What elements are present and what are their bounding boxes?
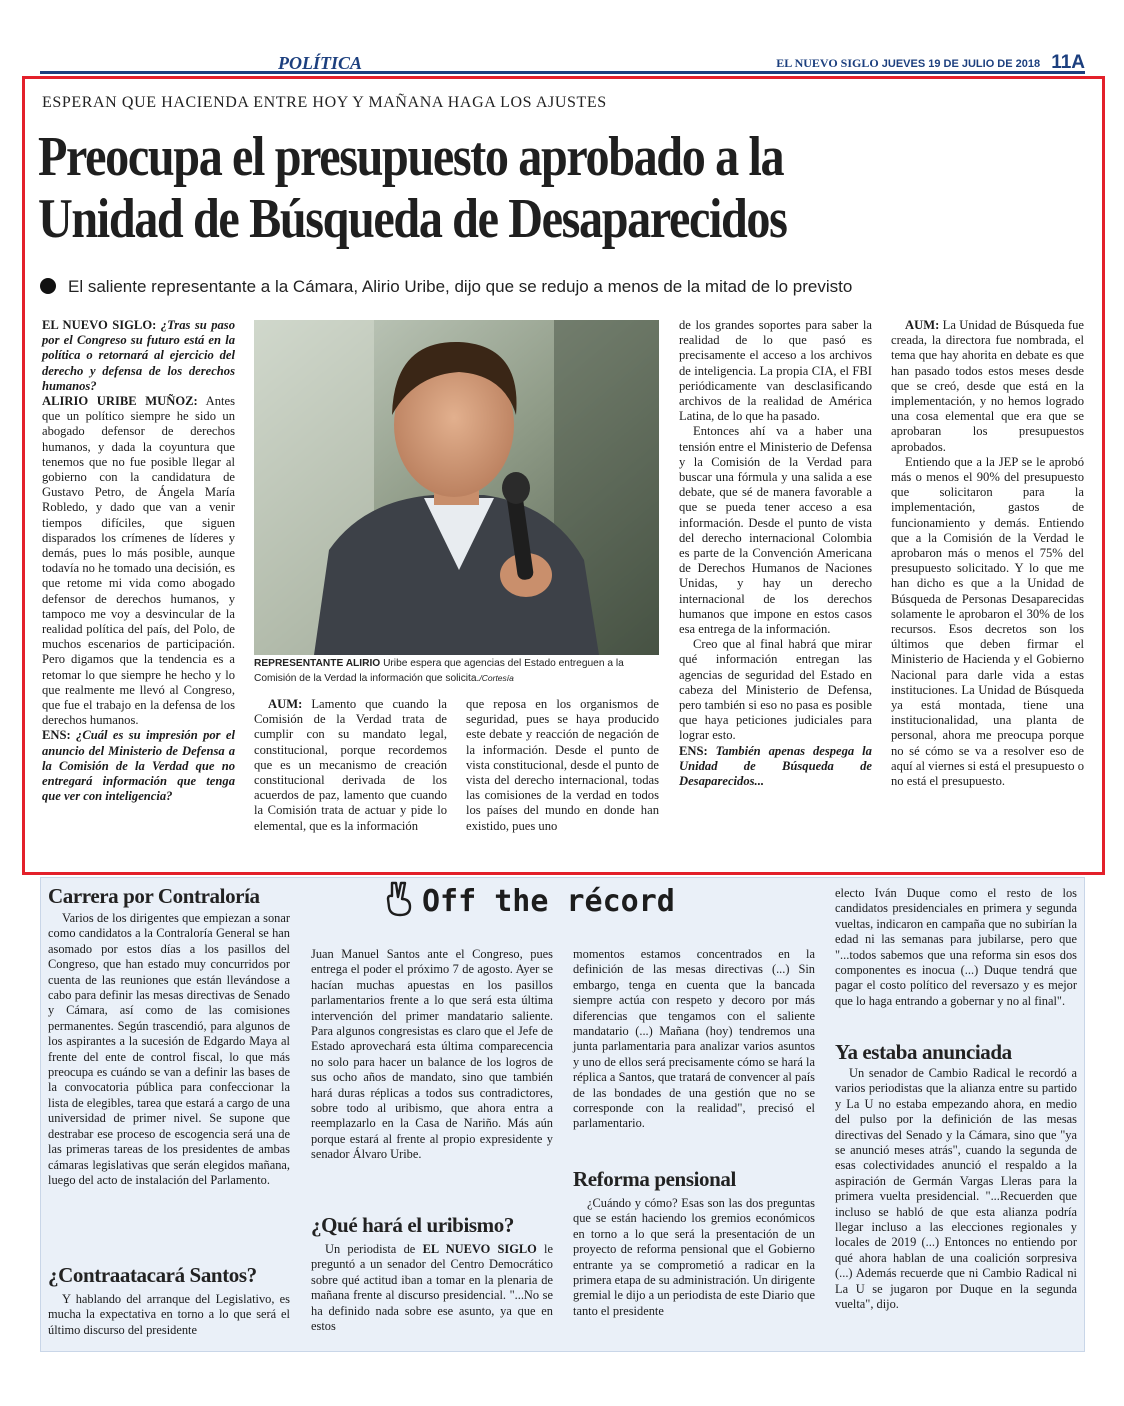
caption-text: Uribe espera que agencias del Estado entreguen a la Comisión de la Verdad la información que solicita. [254,658,624,684]
off-column-1-bottom [48,1292,290,1338]
off-column-2 [311,947,553,1163]
photo-credit: /Cortesía [479,673,514,683]
article-deck [40,277,1090,297]
question-3: ENS: También apenas despega la Unidad de Búsqueda de Desaparecidos... [679,743,872,789]
article-column-5 [891,318,1084,789]
photo-caption [254,657,659,686]
ya-estaba-text: Un senador de Cambio Radical le recordó a varios periodistas que la alianza entre su partido y La U no estaba empezando ahora, en medio del pulso por la definición de las mesas directivas del Senado y la Cámara, sino que "ya se anunció meses atrás", cuando la segunda de esas colectividades anunció el respaldo a la aspiración de Germán Vargas Lleras para la primera vuelta presidencial. "...Recuerden que incluso se habló de que esta alianza podría llegar incluso a las elecciones regionales y locales de 2019 (...) Entonces no entiendo por qué ahora hablan de una coalición sorpresiva (...) Además recuerde que ni Cambio Radical ni La U se jugaron por Duque en la segunda vuelta", dijo. [835,1066,1077,1312]
off-column-2-bottom [311,1242,553,1334]
portrait-illustration [254,320,659,655]
page-number: 11A [1051,52,1085,73]
col5-paragraph-2: Entiendo que a la JEP se le aprobó más o menos el 90% del presupuesto que solicitaron para la implementación, gastos de funcionamiento y demás. Entiendo que a la Comisión de la Verdad le aprobaron más o menos el 75% del presupuesto solicitado. Y lo que me han dicho es que a la Unidad de Búsqueda de Personas Desaparecidas solamente le aprobaron el 30% de los recursos. Esos decretos son los últimos que deben firmar el Ministerio de Hacienda y el Gobierno Nacional para darle vida a estas instituciones. La Unidad de Búsqueda ya está montada, tiene una institucionalidad, una planta de personal, ahora me preocupa porque no sé cómo se va a resolver eso de aquí al viernes si está el presupuesto o no está el presupuesto. [891,454,1084,789]
folio [600,50,1085,74]
col4-paragraph-1: de los grandes soportes para saber la realidad de lo que pasó es precisamente el acceso a los archivos de inteligencia. La propia CIA, el FBI periódicamente van desclasificando archivos de la realidad de América Latina, de lo que ha pasado. [679,318,872,424]
article-headline [38,126,1070,250]
subhead-uribismo: ¿Qué hará el uribismo? [311,1213,514,1237]
off-column-3 [573,947,815,1132]
col4-paragraph-2: Entonces ahí va a haber una tensión entre el Ministerio de Defensa y la Comisión de la Verdad para buscar una fórmula y una salida a ese debate, que sé de manera favorable a que se pueda tener acceso a esa información. Desde el punto de vista del derecho internacional Colombia es parte de la Convención Americana de Derechos Humanos de Naciones Unidas, y hay un derecho internacional de los derechos humanos que impone en estos casos esa entrega de la información. [679,424,872,637]
article-photo [254,320,659,655]
publication-name: EL NUEVO SIGLO [776,56,879,70]
off-column-1 [48,911,290,1188]
issue-date: JUEVES 19 DE JULIO DE 2018 [881,58,1041,70]
reforma-text: ¿Cuándo y cómo? Esas son las dos preguntas que se están haciendo los gremios económicos en torno a lo que será la presentación de un proyecto de reforma pensional que el Gobierno entrante ya se comprometió a radicar en la primera etapa de su administración. Un dirigente gremial le dijo a un periodista de este Diario que tanto el presidente [573,1196,815,1318]
uribismo-text: Un periodista de EL NUEVO SIGLO le preguntó a un senador del Centro Democrático sobre qué actitud iban a tomar en la plenaria de mañana frente al discurso presidencial. "...No se ha definido nada sobre ese asunto, ya que en estos [311,1242,553,1334]
article-kicker: ESPERAN QUE HACIENDA ENTRE HOY Y MAÑANA HAGA LOS AJUSTES [42,94,607,111]
victory-hand-icon [384,881,416,930]
answer-1: ALIRIO URIBE MUÑOZ: Antes que un político siempre he sido un abogado defensor de derechos humanos, y dada la coyuntura que tenemos que no fue posible llegar al gobierno con la candidatura de Gustavo Petro, de Ángela María Robledo, y dado que van a venir tiempos difíciles, que siguen disparados los crímenes de líderes y demás, pues lo más posible, aunque todavía no he tomado una decisión, es que retome mi vida como abogado defensor de derechos humanos, y tampoco me voy a desvincular de la realidad política del país, del Polo, de muchos escenarios de participación. Pero digamos que la tendencia es a retomar lo que siempre he hecho y lo que realmente me llevó al Congreso, que fue el trabajo en la defensa de los derechos humanos. [42,394,235,728]
headline-line-1: Preocupa el presupuesto aprobado a la [38,126,784,188]
subhead-contraatacara: ¿Contraatacará Santos? [48,1263,257,1287]
off-column-3-bottom [573,1196,815,1319]
subhead-reforma: Reforma pensional [573,1167,736,1191]
deck-text: El saliente representante a la Cámara, Alirio Uribe, dijo que se redujo a menos de la mitad de lo previsto [68,277,853,296]
section-label: POLÍTICA [40,52,600,74]
question-1: EL NUEVO SIGLO: ¿Tras su paso por el Congreso su futuro está en la política o retornará al ejercicio del derecho y defensa de los derechos humanos? [42,318,235,393]
col4-paragraph-3: Creo que al final habrá que mirar qué información entregan las agencias de seguridad del Estado en cabeza del Ministerio de Defensa, pero también si eso no pasa es posible que haya peticiones judiciales para lograr esto. [679,637,872,743]
reforma-continued: electo Iván Duque como el resto de los candidatos presidenciales en primera y segunda vueltas, indicaron en campaña que no subirían la edad ni las semanas para jubilarse, pero que "...todos sabemos que una reforma sin esos dos componentes es inocua (...) Duque tendrá que pagar el costo político del reversazo y es mejor que lo haga entrando a gobernar y no al final". [835,886,1077,1008]
col5-paragraph-1: AUM: La Unidad de Búsqueda fue creada, la directora fue nombrada, el tema que hay ahorita en debate es que han pasado todos estos meses desde que se creó, desde que está en la implementación, y no hemos logrado una cosa elemental que era que se aprobaran los presupuestos aprobados. [891,318,1084,454]
article-column-4 [679,318,872,789]
contraatacara-text: Y hablando del arranque del Legislativo, es mucha la expectativa en torno a lo que será el último discurso del presidente [48,1292,290,1337]
bullet-icon [40,278,56,294]
off-column-4 [835,886,1077,1009]
uribismo-continued: momentos estamos concentrados en la definición de las mesas directivas (...) Sin embargo, tenga en cuenta que la bancada siempre actúa con respeto y decoro por más diferencias que tengamos con el saliente mandatario (...) Mañana (hoy) tendremos una junta parlamentaria para analizar varios asuntos y uno de ellos será precisamente cómo se hará la réplica a Santos, que tratará de convencer al país de las bondades de una gestión que no se corresponde con la realidad", precisó el parlamentario. [573,947,815,1131]
question-2: ENS: ¿Cuál es su impresión por el anuncio del Ministerio de Defensa a la Comisión de la Verdad que no entregará información que tenga que ver con inteligencia? [42,728,235,804]
article-column-2 [254,697,447,834]
article-column-1 [42,318,235,805]
off-column-4-bottom [835,1066,1077,1313]
subhead-carrera: Carrera por Contraloría [48,884,260,908]
off-the-record-title: Off the récord [384,880,704,924]
subhead-ya-estaba: Ya estaba anunciada [835,1040,1012,1064]
article-column-3 [466,697,659,834]
headline-line-2: Unidad de Búsqueda de Desaparecidos [38,188,787,250]
answer-2: AUM: Lamento que cuando la Comisión de la Verdad trata de cumplir con su mandato legal, constitucional, porque recordemos que es un mecanismo de creación constitucional derivada de los acuerdos de paz, lamento que cuando la Comisión trata de actuar y pide lo elemental, que es la información [254,697,447,833]
carrera-text: Varios de los dirigentes que empiezan a sonar como candidatos a la Contraloría General se han asomado por estos días a los pasillos del Congreso, que han estado muy concurridos por cuenta de las reuniones que están llevándose a cabo para definir las mesas directivas de Senado y Cámara, así como de las comisiones permanentes. Según trascendió, para algunos de los aspirantes a la sucesión de Edgardo Maya al frente del ente de control fiscal, lo que más preocupa es cuándo se van a definir las bases de la convocatoria pública para confeccionar la lista de elegibles, tarea que estará a cargo de una universidad de primer nivel. Se supone que destrabar ese proceso de escogencia será una de las primeras tareas de los presidentes de ambas cámaras legislativas que serán elegidos mañana, luego del acto de instalación del Parlamento. [48,911,290,1187]
answer-2-continued: que reposa en los organismos de seguridad, pues se haya producido este debate y reacción de negación de la información. Desde el punto de vista constitucional, desde el punto de vista del derecho internacional, todas las comisiones de la verdad en todos los países del mundo en donde han existido, pues uno [466,697,659,833]
caption-tag: REPRESENTANTE ALIRIO [254,658,381,669]
santos-continued: Juan Manuel Santos ante el Congreso, pues entrega el poder el próximo 7 de agosto. Ayer se hacían muchas apuestas en los pasillos parlamentarios frente a lo que será esta última intervención del primer mandatario saliente. Para algunos congresistas es claro que el Jefe de Estado aprovechará esta última comparecencia no solo para hacer un balance de los logros de sus ocho años de mandato, sino que también hará duras réplicas a todos sus contradictores, sobre todo al uribismo, que ahora entra a reemplazarlo en la Casa de Nariño. Más aún porque estará al frente al propio expresidente y senador Álvaro Uribe. [311,947,553,1162]
